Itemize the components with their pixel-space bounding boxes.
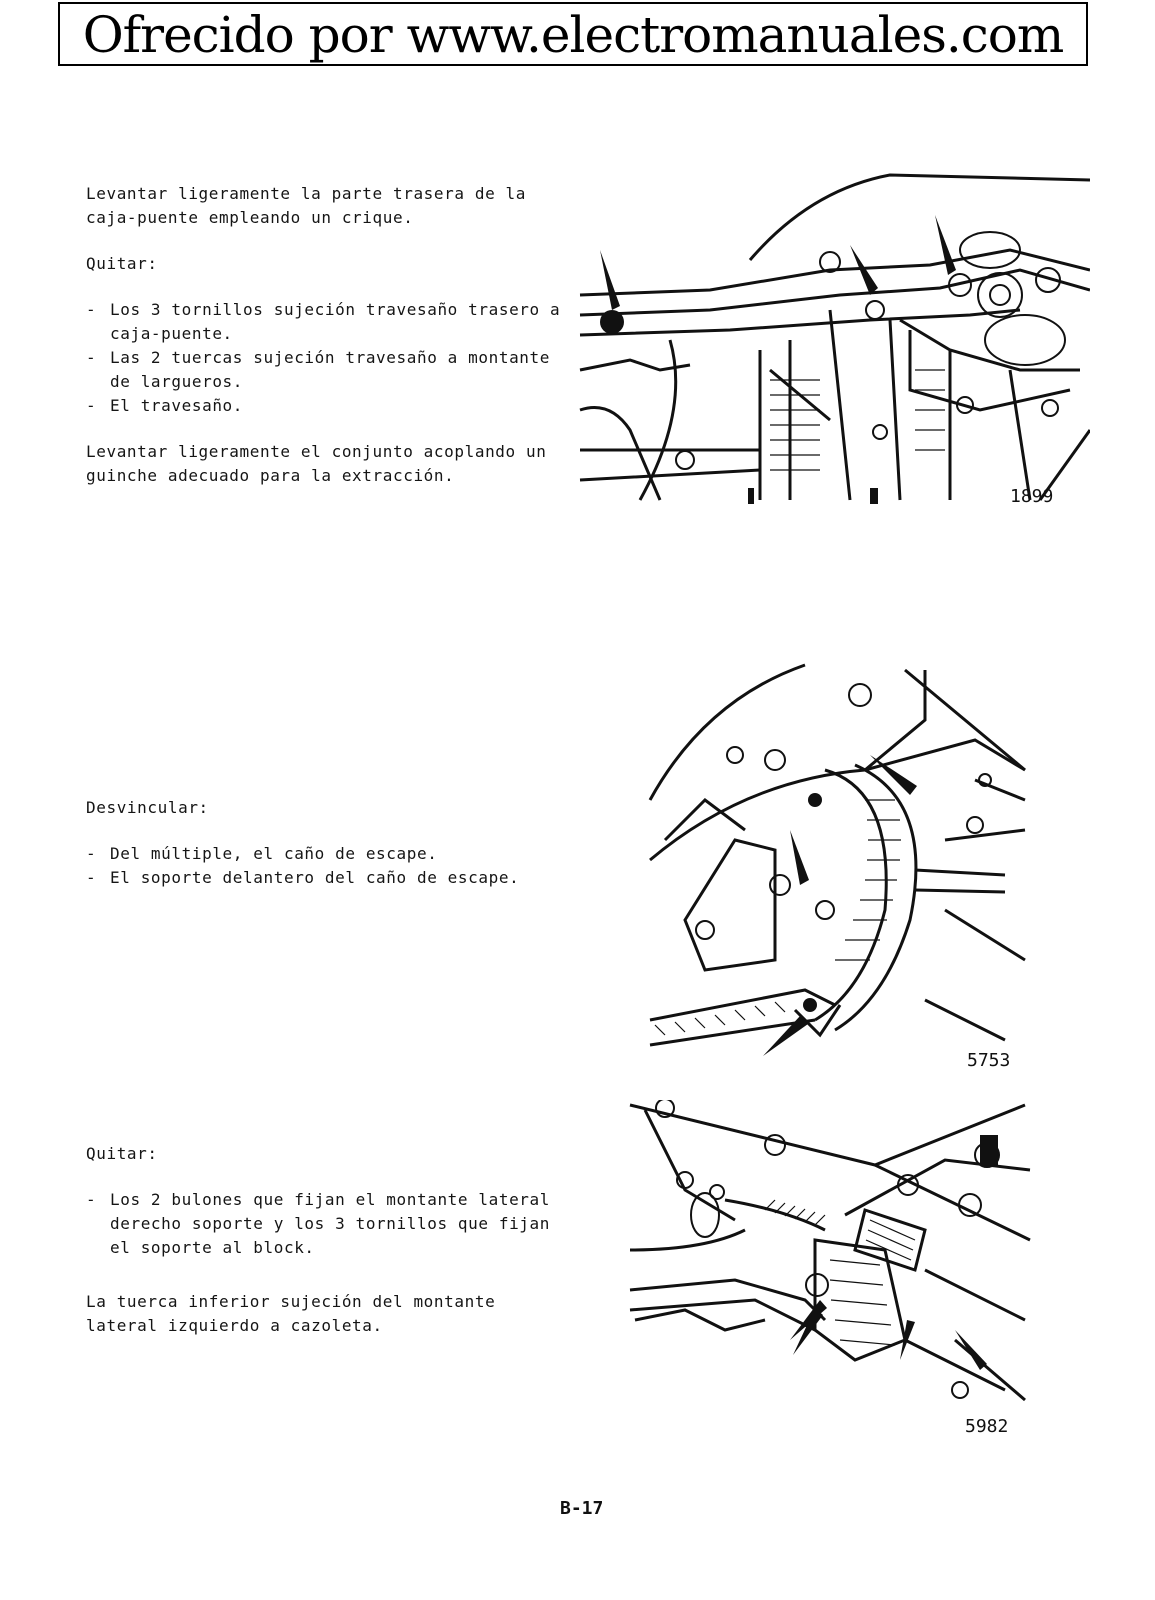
crossmember-illustration	[570, 170, 1090, 510]
section-3-list	[86, 1188, 576, 1260]
source-banner: Ofrecido por www.electromanuales.com	[58, 2, 1088, 66]
page-number: B-17	[560, 1498, 604, 1519]
section-2-text	[86, 796, 576, 912]
figure-number: 5753	[967, 1050, 1011, 1071]
list-item: - El soporte delantero del caño de escape.	[86, 866, 576, 890]
section-1-list	[86, 298, 576, 418]
section-1-heading: Quitar:	[86, 254, 158, 273]
list-item: - Del múltiple, el caño de escape.	[86, 842, 576, 866]
figure-number: 5982	[965, 1416, 1009, 1437]
section-3-text	[86, 1142, 576, 1360]
figure-number: 1899	[1010, 486, 1054, 507]
exhaust-pipe-illustration	[645, 660, 1035, 1060]
section-3-heading: Quitar:	[86, 1144, 158, 1163]
list-item: - Las 2 tuercas sujeción travesaño a montante de largueros.	[86, 346, 576, 394]
figure-5982	[625, 1100, 1035, 1445]
section-2-heading: Desvincular:	[86, 798, 209, 817]
section-2-list	[86, 842, 576, 890]
engine-mount-illustration	[625, 1100, 1035, 1410]
list-item: - El travesaño.	[86, 394, 576, 418]
figure-1899	[570, 170, 1090, 510]
list-item: - Los 2 bulones que fijan el montante lateral derecho soporte y los 3 tornillos que fijan el soporte al block.	[86, 1188, 576, 1260]
section-1-intro: Levantar ligeramente la parte trasera de la caja-puente empleando un crique.	[86, 184, 527, 227]
figure-5753	[645, 660, 1035, 1080]
list-item: - Los 3 tornillos sujeción travesaño trasero a caja-puente.	[86, 298, 576, 346]
section-3-closing: La tuerca inferior sujeción del montante lateral izquierdo a cazoleta.	[86, 1292, 496, 1335]
section-1-text	[86, 182, 576, 510]
section-1-closing: Levantar ligeramente el conjunto acoplando un guinche adecuado para la extracción.	[86, 442, 547, 485]
